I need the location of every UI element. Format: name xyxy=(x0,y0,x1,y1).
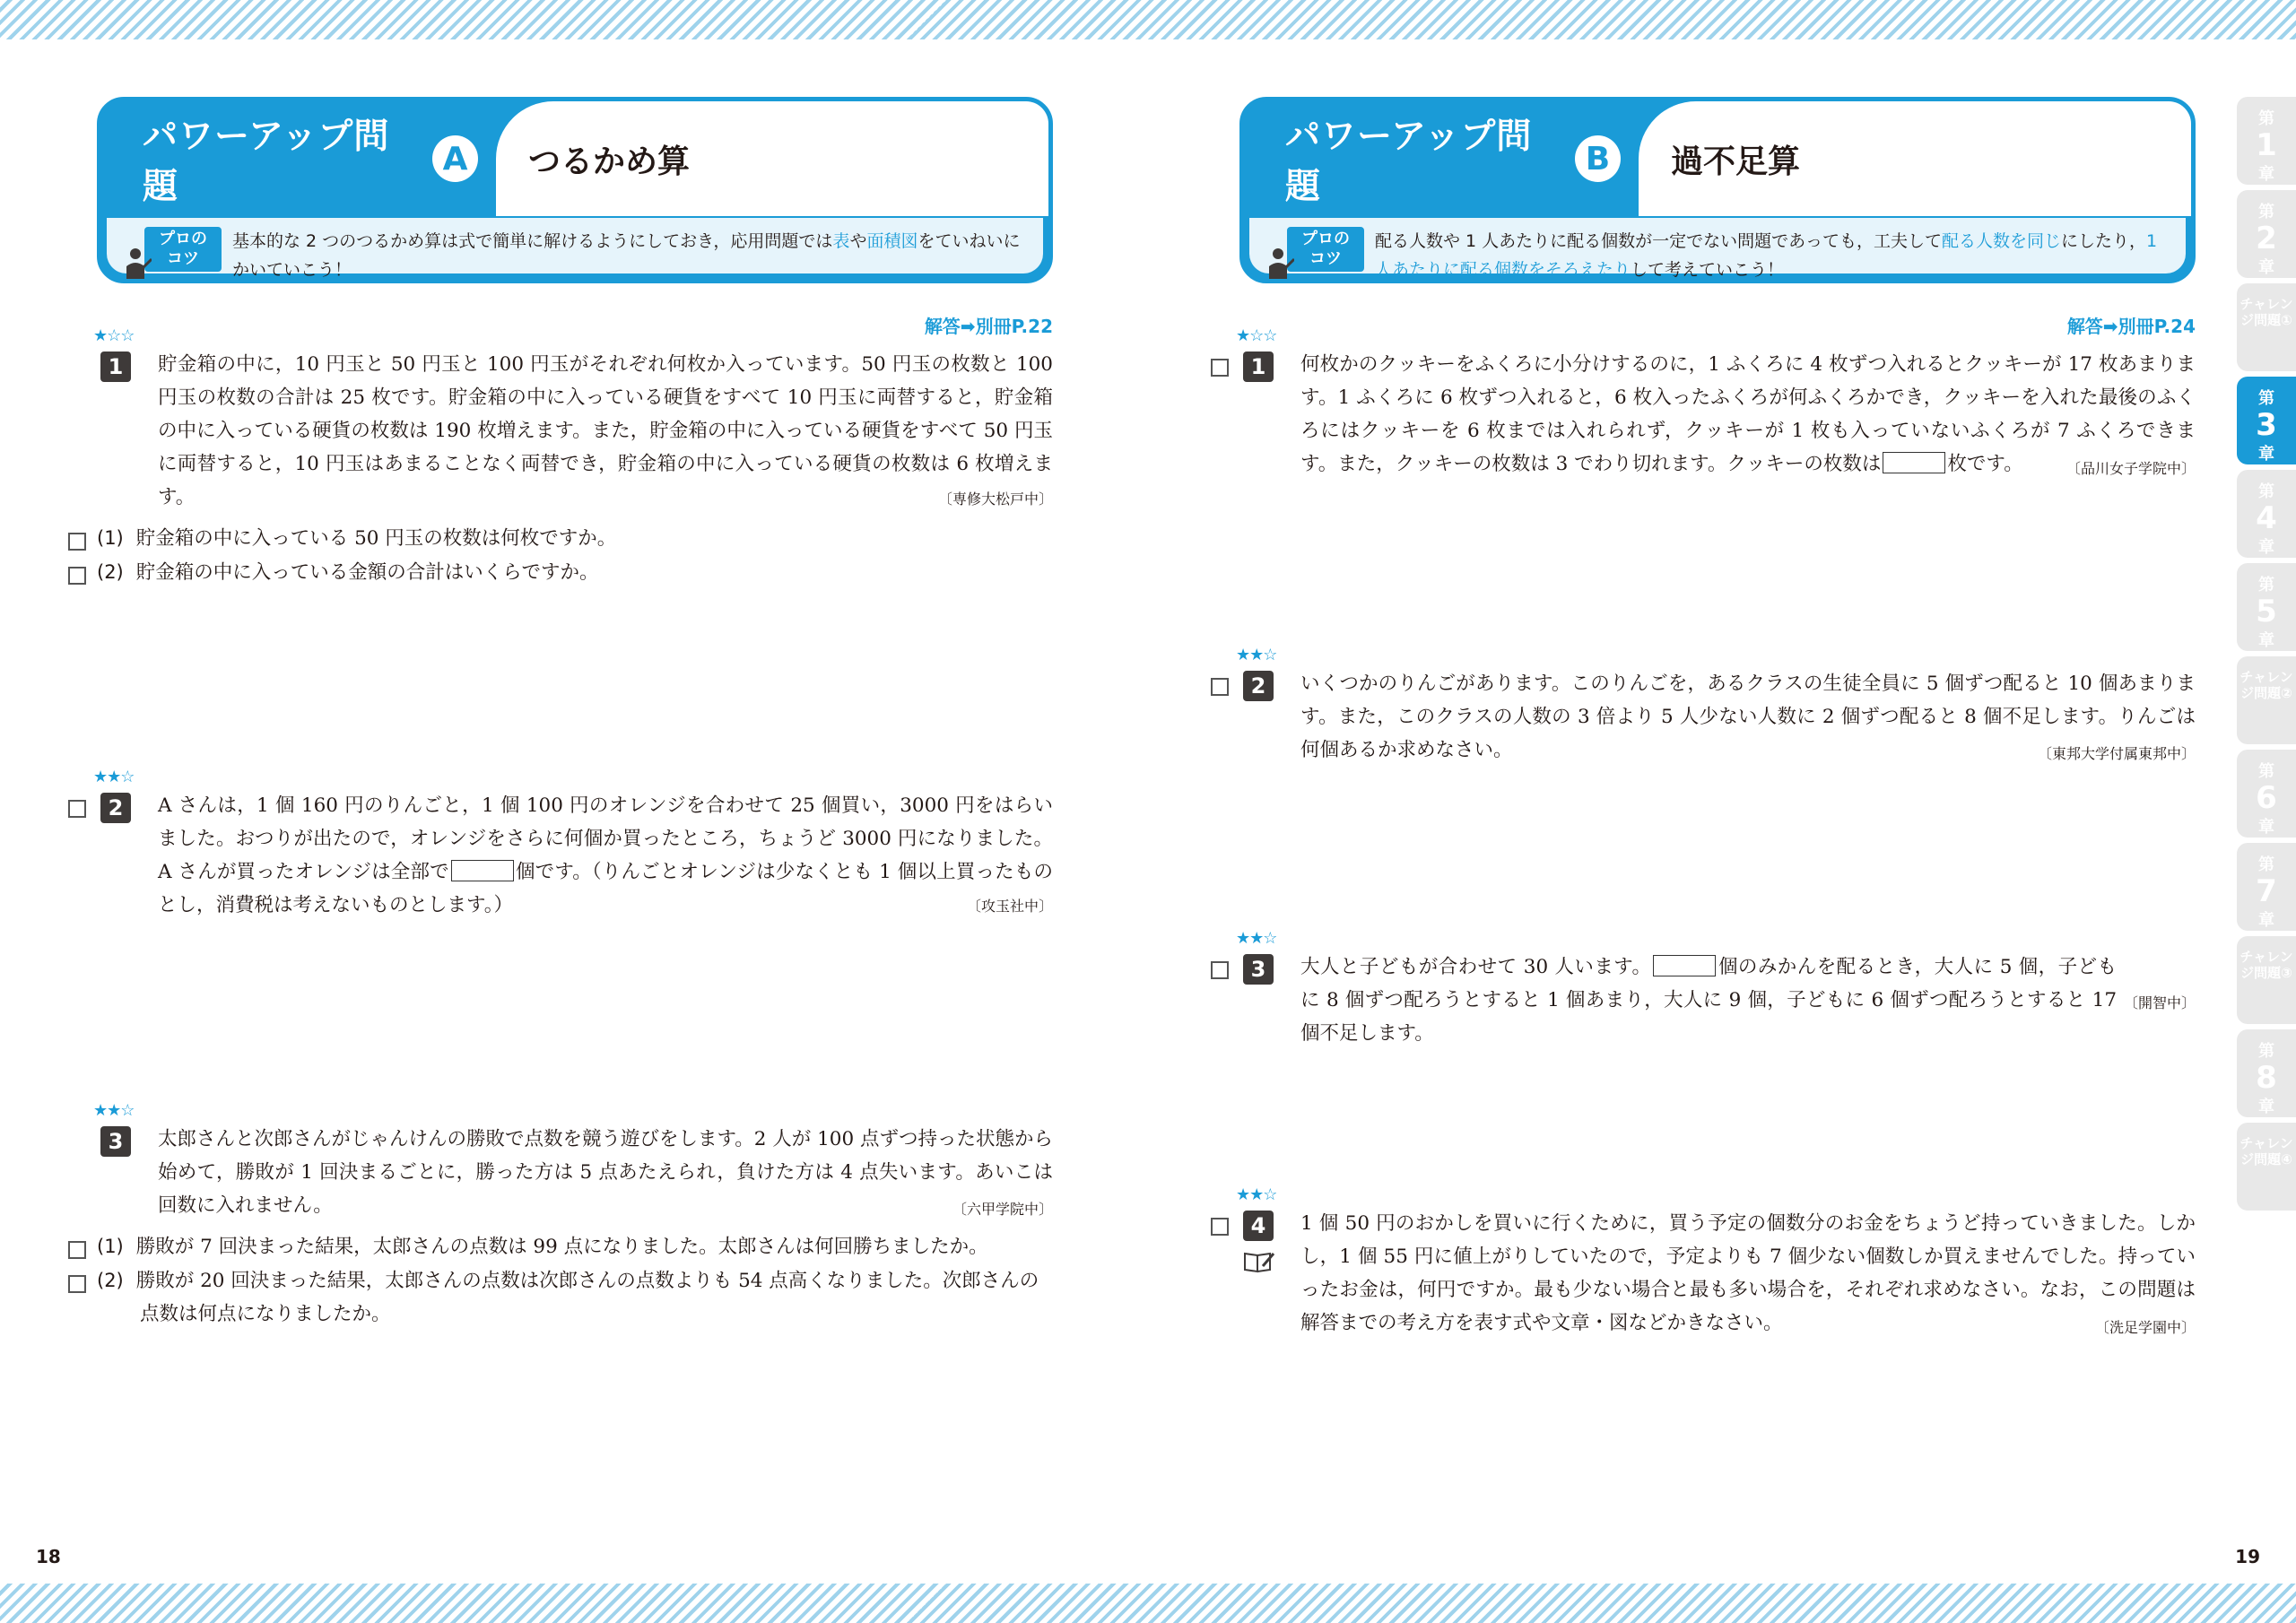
problem-number: 1 xyxy=(1243,352,1274,382)
sub-checkbox[interactable] xyxy=(68,533,86,551)
problem-text: いくつかのりんごがあります。このりんごを，あるクラスの生徒全員に 5 個ずつ配ると 10 個あまります。また，このクラスの人数の 3 倍より 5 人少ない人数に 2 個ずつ配ると 8 個不足します。りんごは何個あるか求めなさい。 xyxy=(1300,673,2196,761)
right-page xyxy=(1236,97,2196,1336)
chapter-tab-9[interactable]: 第 7 章 xyxy=(2237,843,2296,931)
section-title: パワーアップ問題 xyxy=(1285,117,1533,207)
problem-source: 〔東邦大学付属東邦中〕 xyxy=(2037,745,2196,762)
sub-question: (2) 勝敗が 20 回決まった結果，太郎さんの点数は次郎さんの点数よりも 54 点高くなりました。次郎さんの点数は何点になりましたか。 xyxy=(97,1270,1039,1325)
problem-checkbox[interactable] xyxy=(1211,359,1229,377)
pro-label: プロの コツ xyxy=(1287,227,1364,272)
problem-number: 4 xyxy=(1243,1211,1274,1241)
chapter-tab-7[interactable]: チャレンジ問題② xyxy=(2237,656,2296,744)
sub-checkbox[interactable] xyxy=(68,1275,86,1293)
sub-question: (1) 貯金箱の中に入っている 50 円玉の枚数は何枚ですか。 xyxy=(97,527,617,550)
difficulty-stars: ★★☆ xyxy=(1236,1185,1277,1204)
chapter-tab-6[interactable]: 第 5 章 xyxy=(2237,563,2296,651)
answer-blank[interactable] xyxy=(1653,955,1716,976)
problem-source: 〔洗足学園中〕 xyxy=(2094,1319,2196,1336)
section-badge: A xyxy=(432,135,478,182)
problem-number: 2 xyxy=(1243,671,1274,701)
problem-number: 2 xyxy=(100,793,131,823)
answer-blank[interactable] xyxy=(451,860,514,881)
problem-checkbox[interactable] xyxy=(1211,961,1229,979)
section-topic: 過不足算 xyxy=(1671,143,1801,180)
difficulty-stars: ★★☆ xyxy=(93,768,135,786)
chapter-tab-5[interactable]: 第 4 章 xyxy=(2237,470,2296,558)
chapter-tab-11[interactable]: 第 8 章 xyxy=(2237,1029,2296,1117)
teacher-icon xyxy=(125,247,152,282)
page-number-right: 19 xyxy=(2235,1546,2260,1567)
sub-question: (2) 貯金箱の中に入っている金額の合計はいくらですか。 xyxy=(97,561,599,584)
problem-source: 〔専修大松戸中〕 xyxy=(937,490,1053,508)
difficulty-stars: ★☆☆ xyxy=(1236,326,1277,345)
chapter-tab-12[interactable]: チャレンジ問題④ xyxy=(2237,1123,2296,1211)
problem-text: 貯金箱の中に，10 円玉と 50 円玉と 100 円玉がそれぞれ何枚か入っています。50 円玉の枚数と 100 円玉の枚数の合計は 25 枚です。貯金箱の中に入っている硬貨をすべて 10 円玉に両替すると，貯金箱の中に入っている硬貨の枚数は 190 枚増えます。また，貯金箱の中に入っている硬貨をすべて 50 円玉に両替すると，10 円玉はあまることなく両替でき，貯金箱の中に入っている硬貨の枚数は 6 枚増えます。 xyxy=(158,353,1053,508)
problem-text: A さんは，1 個 160 円のりんごと，1 個 100 円のオレンジを合わせて 25 個買い，3000 円をはらいました。おつりが出たので，オレンジをさらに何個か買ったところ，ちょうど 3000 円になりました。A さんが買ったオレンジは全部で 個です。（りんごとオレンジは少なくとも 1 個以上買ったものとし，消費税は考えないものとします。） xyxy=(158,794,1053,916)
section-header-a xyxy=(97,97,1053,283)
pro-tip-icon xyxy=(125,227,223,281)
chapter-tab-2[interactable]: 第 2 章 xyxy=(2237,190,2296,278)
section-badge: B xyxy=(1575,135,1621,182)
problem-number: 1 xyxy=(100,352,131,382)
teacher-icon xyxy=(1267,247,1294,282)
difficulty-stars: ★★☆ xyxy=(1236,929,1277,948)
difficulty-stars: ★★☆ xyxy=(1236,646,1277,664)
sub-checkbox[interactable] xyxy=(68,567,86,585)
problem-source: 〔品川女子学院中〕 xyxy=(2066,460,2196,477)
difficulty-stars: ★☆☆ xyxy=(93,326,135,345)
problem-source: 〔開智中〕 xyxy=(2123,994,2196,1011)
answer-reference: 解答➡別冊P.22 xyxy=(924,316,1053,337)
pro-tip xyxy=(1249,218,2186,280)
problem-checkbox[interactable] xyxy=(1211,678,1229,696)
problem-source: 〔攻玉社中〕 xyxy=(966,898,1053,915)
chapter-tab-1[interactable]: 第 1 章 xyxy=(2237,97,2296,185)
problem-checkbox[interactable] xyxy=(1211,1218,1229,1236)
write-notebook-icon xyxy=(1243,1250,1275,1273)
chapter-tab-10[interactable]: チャレンジ問題③ xyxy=(2237,936,2296,1024)
problem-checkbox[interactable] xyxy=(68,800,86,818)
page-number-left: 18 xyxy=(36,1546,61,1567)
problem-text: 何枚かのクッキーをふくろに小分けするのに，1 ふくろに 4 枚ずつ入れるとクッキーが 17 枚あまります。1 ふくろに 6 枚ずつ入れると，6 枚入ったふくろが何ふくろかでき，クッキーを入れた最後のふくろにはクッキーを 6 枚までは入れられず，クッキーが 1 枚も入っていないふくろが 7 ふくろできます。また，クッキーの枚数は 3 でわり切れます。クッキーの枚数は 枚です。 xyxy=(1300,353,2196,475)
answer-blank[interactable] xyxy=(1883,452,1945,473)
chapter-tab-4[interactable]: 第 3 章 xyxy=(2237,377,2296,464)
difficulty-stars: ★★☆ xyxy=(93,1101,135,1120)
problem-text: 1 個 50 円のおかしを買いに行くために，買う予定の個数分のお金をちょうど持っていきました。しかし，1 個 55 円に値上がりしていたので，予定よりも 7 個少ない個数しか買えませんでした。持っていったお金は，何円ですか。最も少ない場合と最も多い場合を，それぞれ求めなさい。なお，この問題は解答までの考え方を表す式や文章・図などかきなさい。 xyxy=(1300,1212,2196,1334)
sub-question: (1) 勝敗が 7 回決まった結果，太郎さんの点数は 99 点になりました。太郎さんは何回勝ちましたか。 xyxy=(97,1236,988,1258)
sub-checkbox[interactable] xyxy=(68,1241,86,1259)
section-topic: つるかめ算 xyxy=(528,143,691,180)
problem-text: 大人と子どもが合わせて 30 人います。 個のみかんを配るとき，大人に 5 個，子どもに 8 個ずつ配ろうとすると 1 個あまり，大人に 9 個，子どもに 6 個ずつ配ろうとすると 17 個不足します。 xyxy=(1300,956,2117,1045)
problem-text: 太郎さんと次郎さんがじゃんけんの勝敗で点数を競う遊びをします。2 人が 100 点ずつ持った状態から始めて，勝敗が 1 回決まるごとに，勝った方は 5 点あたえられ，負けた方は 4 点失います。あいこは回数に入れません。 xyxy=(158,1128,1054,1217)
left-page xyxy=(93,97,1054,1325)
problem-source: 〔六甲学院中〕 xyxy=(952,1201,1053,1218)
bottom-stripe-border xyxy=(0,1584,2296,1623)
section-title: パワーアップ問題 xyxy=(143,117,390,207)
pro-tip-text: 基本的な 2 つのつるかめ算は式で簡単に解けるようにしておき，応用問題では表や面積図をていねいにかいていこう！ xyxy=(232,231,1021,280)
answer-reference: 解答➡別冊P.24 xyxy=(2066,316,2196,337)
pro-tip xyxy=(107,218,1043,280)
pro-label: プロの コツ xyxy=(144,227,222,272)
chapter-tab-8[interactable]: 第 6 章 xyxy=(2237,750,2296,838)
pro-tip-icon xyxy=(1267,227,1366,281)
pro-tip-text: 配る人数や 1 人あたりに配る個数が一定でない問題であっても，工夫して配る人数を同じにしたり，1 人あたりに配る個数をそろえたりして考えていこう！ xyxy=(1375,231,2158,280)
problem-number: 3 xyxy=(1243,954,1274,985)
section-header-b xyxy=(1239,97,2196,283)
problem-number: 3 xyxy=(100,1126,131,1157)
top-stripe-border xyxy=(0,0,2296,39)
chapter-tab-3[interactable]: チャレンジ問題① xyxy=(2237,283,2296,371)
